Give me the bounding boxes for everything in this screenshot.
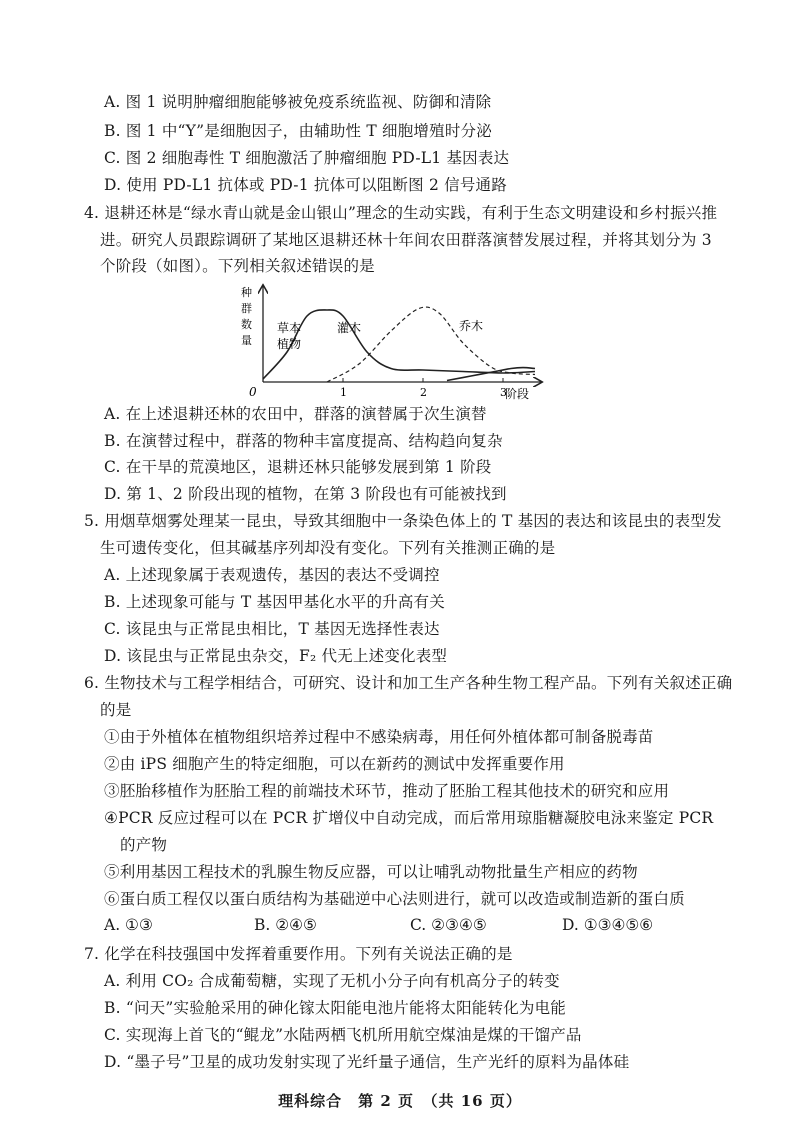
q6-choice-b: B. ②④⑤ [254, 916, 317, 934]
q4-option-a: A. 在上述退耕还林的农田中，群落的演替属于次生演替 [104, 405, 487, 423]
q4-stem-line-3: 个阶段（如图）。下列相关叙述错误的是 [100, 257, 375, 275]
q4-option-d: D. 第 1、2 阶段出现的植物，在第 3 阶段也有可能被找到 [104, 485, 507, 503]
q6-stem-line-2: 的是 [100, 701, 132, 719]
q6-choices [104, 916, 704, 936]
series-label-1-part-2: 植物 [277, 337, 302, 351]
q6-statement-4-cont: 的产物 [120, 836, 168, 854]
q4-option-c: C. 在干旱的荒漠地区，退耕还林只能够发展到第 1 阶段 [104, 458, 492, 476]
q5-option-a: A. 上述现象属于表观遗传，基因的表达不受调控 [104, 566, 440, 584]
page-footer: 理科综合 第 2 页 （共 16 页） [278, 1092, 522, 1110]
q5-option-c: C. 该昆虫与正常昆虫相比，T 基因无选择性表达 [104, 620, 440, 638]
q5-option-d: D. 该昆虫与正常昆虫杂交，F₂ 代无上述变化表型 [104, 647, 448, 665]
q3-option-b: B. 图 1 中“Y”是细胞因子，由辅助性 T 细胞增殖时分泌 [104, 122, 492, 140]
q6-statement-6: ⑥蛋白质工程仅以蛋白质结构为基础逆中心法则进行，就可以改造或制造新的蛋白质 [104, 890, 685, 908]
x-axis-label: 阶段 [505, 387, 530, 401]
x-tick-label-1: 1 [340, 386, 347, 399]
q3-option-c: C. 图 2 细胞毒性 T 细胞激活了肿瘤细胞 PD-L1 基因表达 [104, 149, 510, 167]
y-axis-label-3: 数 [241, 318, 252, 331]
origin-label: 0 [249, 385, 257, 399]
q6-statement-4: ④PCR 反应过程可以在 PCR 扩增仪中自动完成，而后常用琼脂糖凝胶电泳来鉴定 PCR [104, 809, 714, 827]
x-tick-label-2: 2 [420, 386, 427, 399]
series-label-1-part-1: 草本 [277, 321, 302, 335]
q7-option-d: D. “墨子号”卫星的成功发射实现了光纤量子通信，生产光纤的原料为晶体硅 [104, 1053, 630, 1071]
q4-stem-line-1: 4. 退耕还林是“绿水青山就是金山银山”理念的生动实践，有利于生态文明建设和乡村振兴推 [84, 204, 718, 222]
q5-option-b: B. 上述现象可能与 T 基因甲基化水平的升高有关 [104, 593, 445, 611]
q4-stem-line-2: 进。研究人员跟踪调研了某地区退耕还林十年间农田群落演替发展过程，并将其划分为 3 [100, 231, 712, 249]
q7-option-a: A. 利用 CO₂ 合成葡萄糖，实现了无机小分子向有机高分子的转变 [104, 972, 560, 990]
x-tick-label-3: 3 [500, 386, 507, 399]
q6-choice-c: C. ②③④⑤ [410, 916, 487, 934]
q6-choice-d: D. ①③④⑤⑥ [562, 916, 654, 934]
q7-stem: 7. 化学在科技强国中发挥着重要作用。下列有关说法正确的是 [84, 945, 513, 963]
y-axis-label-1: 种 [241, 286, 252, 299]
series-label-2: 灌木 [337, 321, 362, 335]
q6-statement-3: ③胚胎移植作为胚胎工程的前端技术环节，推动了胚胎工程其他技术的研究和应用 [104, 782, 670, 800]
q7-option-c: C. 实现海上首飞的“鲲龙”水陆两栖飞机所用航空煤油是煤的干馏产品 [104, 1026, 582, 1044]
q6-choice-a: A. ①③ [104, 916, 153, 934]
q6-statement-5: ⑤利用基因工程技术的乳腺生物反应器，可以让哺乳动物批量生产相应的药物 [104, 863, 638, 881]
series-label-3: 乔木 [459, 319, 484, 333]
q4-option-b: B. 在演替过程中，群落的物种丰富度提高、结构趋向复杂 [104, 432, 503, 450]
succession-chart [225, 282, 555, 402]
q7-option-b: B. “问天”实验舱采用的砷化镓太阳能电池片能将太阳能转化为电能 [104, 999, 566, 1017]
q5-stem-line-1: 5. 用烟草烟雾处理某一昆虫，导致其细胞中一条染色体上的 T 基因的表达和该昆虫的表型发 [84, 512, 722, 530]
y-axis-label-2: 群 [241, 302, 252, 315]
q3-option-a: A. 图 1 说明肿瘤细胞能够被免疫系统监视、防御和清除 [104, 93, 492, 111]
q3-option-d: D. 使用 PD-L1 抗体或 PD-1 抗体可以阻断图 2 信号通路 [104, 176, 507, 194]
q6-stem-line-1: 6. 生物技术与工程学相结合，可研究、设计和加工生产各种生物工程产品。下列有关叙述正确 [84, 674, 733, 692]
q6-statement-2: ②由 iPS 细胞产生的特定细胞，可以在新药的测试中发挥重要作用 [104, 755, 565, 773]
q6-statement-1: ①由于外植体在植物组织培养过程中不感染病毒，用任何外植体都可制备脱毒苗 [104, 728, 654, 746]
q5-stem-line-2: 生可遗传变化，但其碱基序列却没有变化。下列有关推测正确的是 [100, 539, 556, 557]
y-axis-label-4: 量 [241, 334, 252, 347]
